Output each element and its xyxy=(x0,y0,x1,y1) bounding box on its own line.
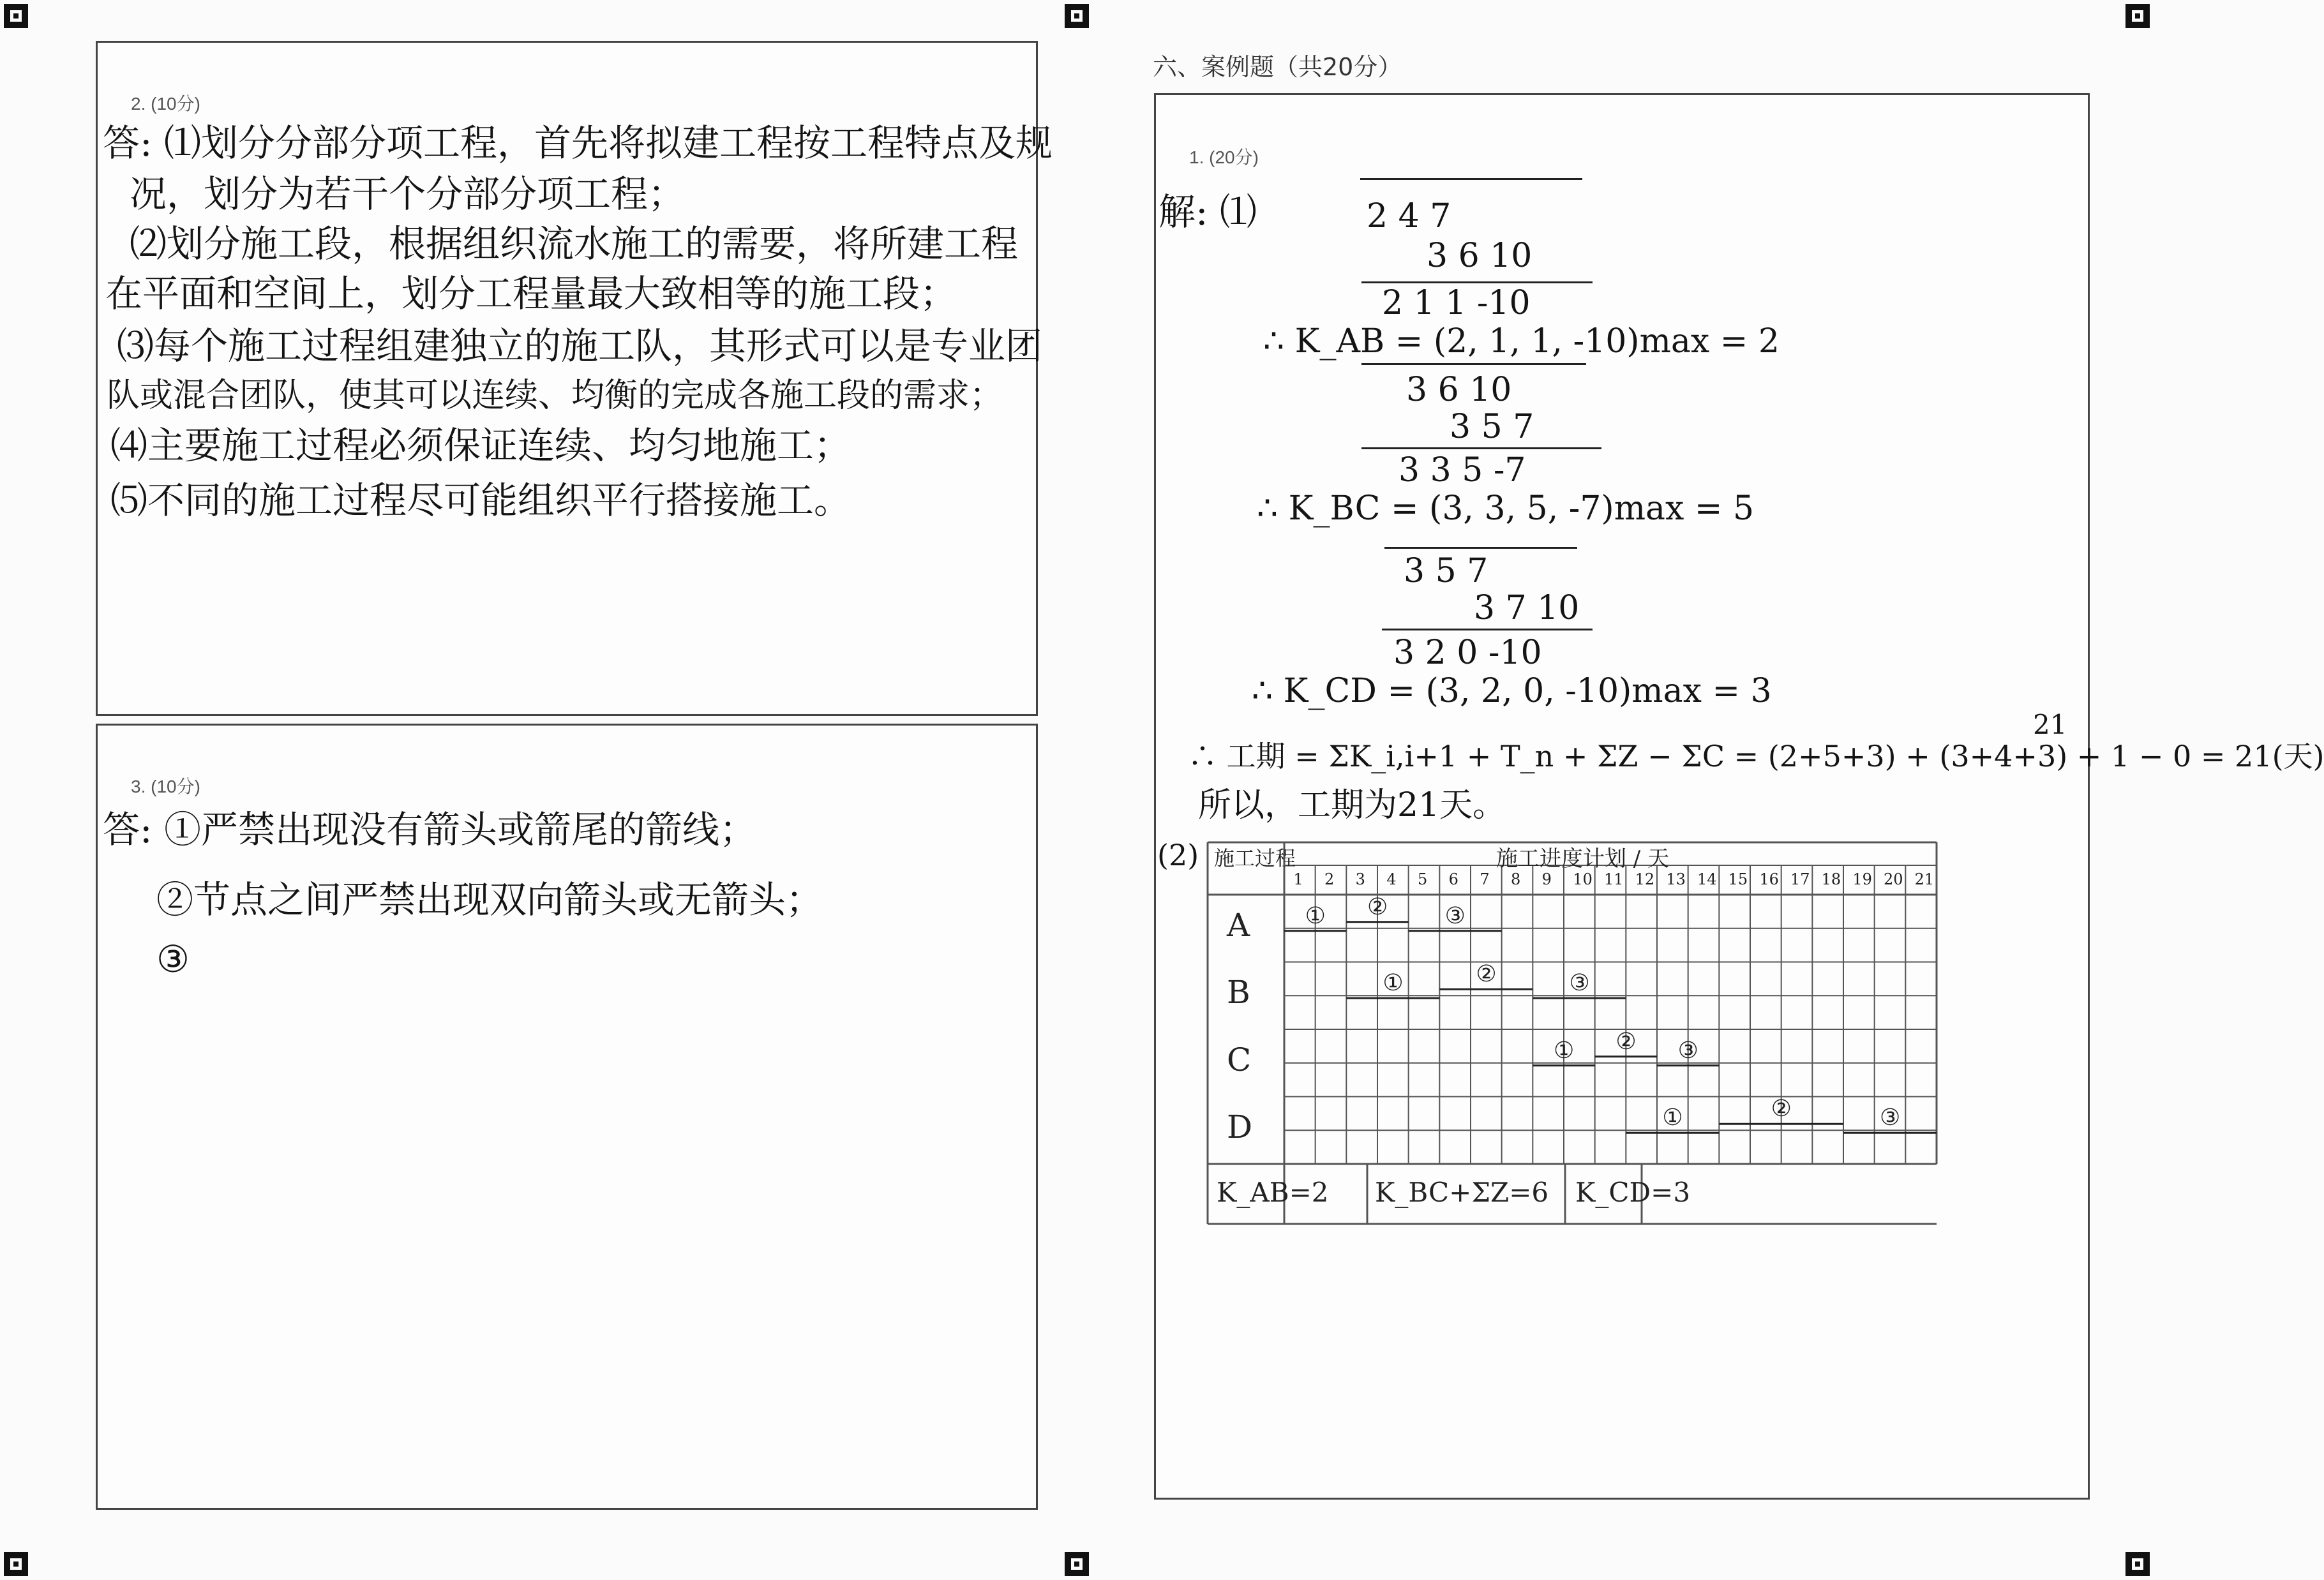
rule-kcd-bottom xyxy=(1382,629,1593,630)
q2-line-6: 队或混合团队，使其可以连续、均衡的完成各施工段的需求； xyxy=(107,376,1003,415)
day-label: 7 xyxy=(1480,870,1490,888)
day-label: 4 xyxy=(1386,870,1397,888)
schedule-grid xyxy=(1208,840,1943,1225)
day-label: 12 xyxy=(1635,870,1655,888)
day-label: 2 xyxy=(1324,870,1335,888)
kab-row-3: 2 1 1 -10 xyxy=(1382,284,1531,322)
q2-line-5: ⑶每个施工过程组建独立的施工队，其形式可以是专业团 xyxy=(117,324,1043,368)
registration-mark-bottom-center xyxy=(1065,1552,1089,1576)
rule-kbc-top xyxy=(1361,363,1586,365)
header-process: 施工过程 xyxy=(1214,846,1296,870)
registration-mark-bottom-left xyxy=(4,1552,28,1576)
answer-box-q3[interactable] xyxy=(96,724,1038,1510)
segment-label: ① xyxy=(1554,1037,1575,1064)
kcd-result: ∴ K_CD = (3, 2, 0, -10)max = 3 xyxy=(1252,672,1772,710)
segment-label: ③ xyxy=(1880,1105,1901,1131)
registration-mark-bottom-right xyxy=(2125,1552,2150,1576)
footer-label: K_BC+ΣZ=6 xyxy=(1375,1177,1549,1208)
kbc-row-2: 3 5 7 xyxy=(1450,408,1534,446)
q2-line-4: 在平面和空间上，划分工程量最大致相等的施工段； xyxy=(105,272,957,315)
kab-result: ∴ K_AB = (2, 1, 1, -10)max = 2 xyxy=(1263,322,1780,361)
process-label-c: C xyxy=(1227,1041,1252,1078)
kab-row-1: 2 4 7 xyxy=(1367,197,1451,235)
day-label: 5 xyxy=(1418,870,1428,888)
day-label: 15 xyxy=(1728,870,1748,888)
day-label: 19 xyxy=(1852,870,1872,888)
answer-box-q2[interactable] xyxy=(96,41,1053,716)
process-label-a: A xyxy=(1227,906,1250,944)
day-label: 10 xyxy=(1573,870,1593,888)
q3-line-2: ②节点之间严禁出现双向箭头或无箭头； xyxy=(156,878,823,921)
day-label: 8 xyxy=(1511,870,1521,888)
kbc-result: ∴ K_BC = (3, 3, 5, -7)max = 5 xyxy=(1257,489,1755,528)
day-label: 3 xyxy=(1355,870,1365,888)
q2-line-8: ⑸不同的施工过程尽可能组织平行搭接施工。 xyxy=(110,479,851,522)
kcd-row-3: 3 2 0 -10 xyxy=(1393,634,1542,672)
question-label-q2: 2. (10分) xyxy=(131,94,200,114)
segment-label: ① xyxy=(1305,902,1326,929)
kcd-row-1: 3 5 7 xyxy=(1404,552,1488,590)
flow-schedule-chart xyxy=(1208,840,1943,1225)
kbc-row-1: 3 6 10 xyxy=(1406,371,1512,409)
duration-conclusion: 所以，工期为21天。 xyxy=(1198,786,1506,824)
day-label: 20 xyxy=(1884,870,1903,888)
rule-kab-bottom xyxy=(1361,281,1593,283)
day-label: 13 xyxy=(1666,870,1686,888)
q2-line-7: ⑷主要施工过程必须保证连续、均匀地施工； xyxy=(110,424,851,467)
segment-label: ② xyxy=(1476,961,1497,988)
part2-label: (2) xyxy=(1157,838,1199,872)
segment-label: ② xyxy=(1367,893,1388,920)
kbc-row-3: 3 3 5 -7 xyxy=(1398,451,1526,489)
day-label: 17 xyxy=(1790,870,1810,888)
q3-line-3: ③ xyxy=(156,937,190,981)
header-progress: 施工进度计划 / 天 xyxy=(1496,846,1670,872)
registration-mark-top-left xyxy=(4,4,28,28)
rule-kcd-top xyxy=(1384,547,1577,549)
footer-label: K_CD=3 xyxy=(1575,1177,1691,1208)
kab-row-2: 3 6 10 xyxy=(1427,237,1533,275)
day-label: 11 xyxy=(1604,870,1624,888)
duration-formula: ∴ 工期 = ΣK_i,i+1 + T_n + ΣZ − ΣC = (2+5+3) + (3+4+3) + 1 − 0 = 21(天) xyxy=(1188,739,2324,773)
q2-line-2: 况，划分为若干个分部分项工程； xyxy=(130,172,686,216)
segment-label: ② xyxy=(1771,1096,1792,1122)
day-label: 9 xyxy=(1541,870,1552,888)
day-label: 16 xyxy=(1759,870,1779,888)
segment-label: ③ xyxy=(1677,1037,1698,1064)
q2-line-3: ⑵划分施工段，根据组织流水施工的需要，将所建工程 xyxy=(130,222,1019,265)
segment-label: ① xyxy=(1662,1105,1683,1131)
rule-kab-top xyxy=(1360,178,1582,180)
answer-box-case-1[interactable] xyxy=(1154,93,2324,1500)
registration-mark-top-right xyxy=(2125,4,2150,28)
case1-intro: 解: ⑴ xyxy=(1158,190,1257,234)
day-label: 18 xyxy=(1821,870,1841,888)
day-label: 14 xyxy=(1697,870,1717,888)
process-label-b: B xyxy=(1227,974,1250,1011)
question-label-case-1: 1. (20分) xyxy=(1189,147,1259,167)
q3-line-1: 答: ①严禁出现没有箭头或箭尾的箭线； xyxy=(103,808,756,851)
q2-line-1: 答: ⑴划分分部分项工程，首先将拟建工程按工程特点及规 xyxy=(103,121,1053,165)
question-label-q3: 3. (10分) xyxy=(131,777,200,796)
section-title: 六、案例题（共20分） xyxy=(1153,53,1402,81)
day-label: 1 xyxy=(1293,870,1303,888)
registration-mark-top-center xyxy=(1065,4,1089,28)
segment-label: ③ xyxy=(1569,970,1590,997)
segment-label: ③ xyxy=(1444,902,1466,929)
rule-kbc-bottom xyxy=(1361,447,1601,449)
duration-superscript: 21 xyxy=(2033,709,2067,740)
segment-label: ② xyxy=(1616,1028,1637,1055)
kcd-row-2: 3 7 10 xyxy=(1474,589,1580,627)
day-label: 6 xyxy=(1448,870,1458,888)
day-label: 21 xyxy=(1914,870,1935,888)
footer-label: K_AB=2 xyxy=(1217,1177,1329,1208)
process-label-d: D xyxy=(1227,1108,1253,1146)
segment-label: ① xyxy=(1383,970,1404,997)
